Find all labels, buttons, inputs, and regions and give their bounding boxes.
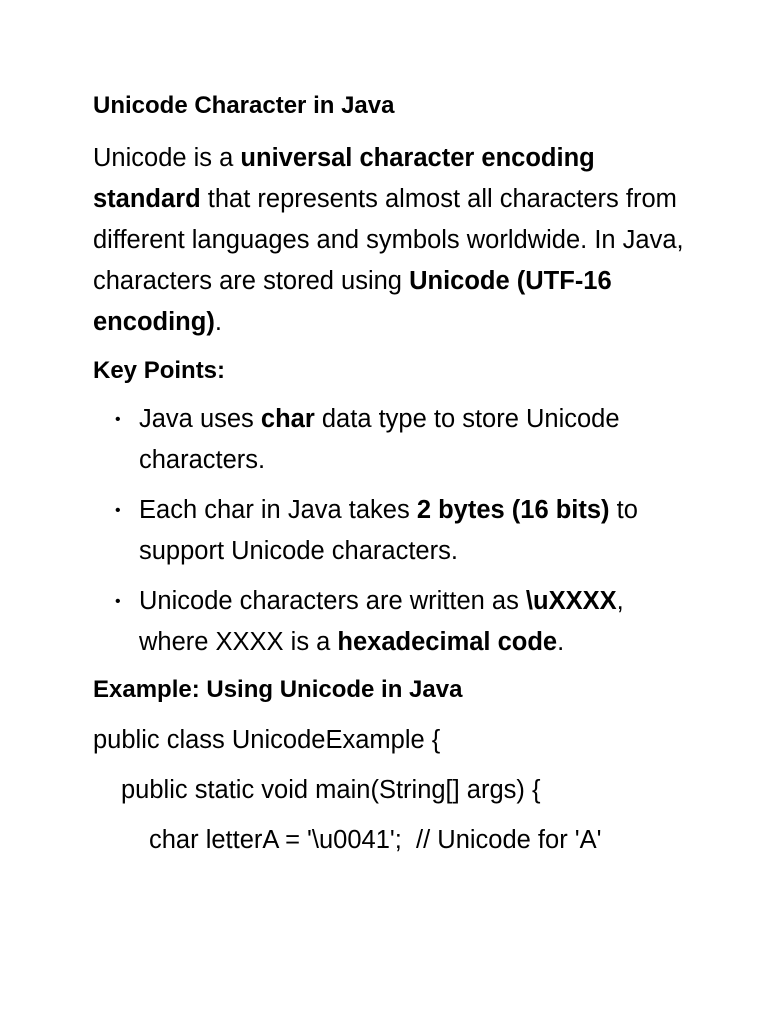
point-1-text-2: data type to store Unicode characters.	[139, 405, 620, 474]
code-line-2: public static void main(String[] args) {	[121, 776, 541, 804]
point-1-text-1: Java uses	[139, 405, 261, 433]
point-3-text-3: .	[557, 628, 565, 656]
key-points-list	[93, 399, 693, 663]
point-3-text-1: Unicode characters are written as	[139, 587, 526, 615]
bullet-icon: •	[115, 411, 121, 428]
example-heading: Example: Using Unicode in Java	[93, 676, 463, 703]
intro-text-3: .	[214, 308, 222, 336]
bullet-icon: •	[115, 502, 121, 519]
point-1-bold-1: char	[260, 405, 315, 433]
intro-text-2: that represents almost all characters from different languages and symbols worldwide. In Java, characters are stored using	[93, 185, 684, 295]
list-item	[93, 581, 693, 663]
intro-bold-2: Unicode (UTF-16 encoding)	[93, 267, 612, 336]
point-2-bold-1: 2 bytes (16 bits)	[416, 496, 610, 524]
page-title: Unicode Character in Java	[93, 92, 395, 119]
point-2-text-1: Each char in Java takes	[139, 496, 417, 524]
key-points-heading: Key Points:	[93, 357, 226, 384]
list-item	[93, 399, 693, 481]
code-line-1: public class UnicodeExample {	[93, 726, 441, 754]
intro-paragraph	[93, 138, 693, 343]
point-3-bold-1: \uXXXX	[525, 587, 617, 615]
code-line-3: char letterA = '\u0041'; // Unicode for 'A'	[149, 826, 602, 854]
point-3-bold-2: hexadecimal code	[337, 628, 558, 656]
point-3-text-2: , where XXXX is a	[139, 587, 624, 656]
document-page	[93, 88, 693, 872]
intro-text-1: Unicode is a	[93, 144, 241, 172]
intro-bold-1: universal character encoding standard	[93, 144, 595, 213]
list-item	[93, 490, 693, 572]
point-2-text-2: to support Unicode characters.	[139, 496, 638, 565]
bullet-icon: •	[115, 593, 121, 610]
